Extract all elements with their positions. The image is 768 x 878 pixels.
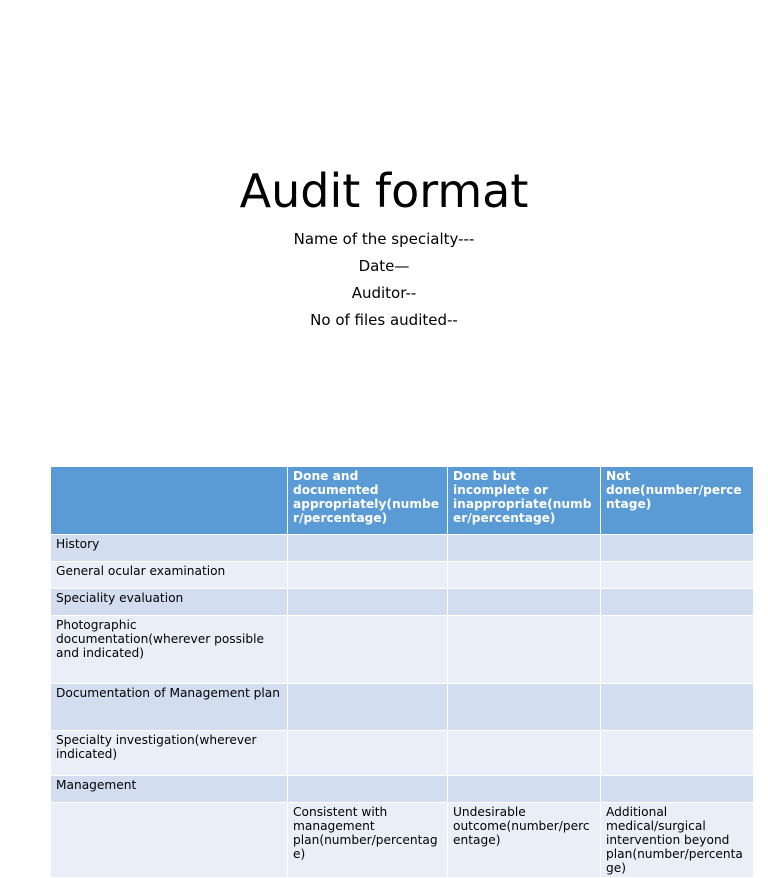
table-cell [288, 589, 448, 616]
table-cell: Additional medical/surgical intervention beyond plan(number/percentage) [601, 803, 754, 878]
table-cell [448, 776, 601, 803]
row-label: Specialty investigation(wherever indicated) [51, 731, 288, 776]
table-cell [288, 684, 448, 731]
table-cell [601, 562, 754, 589]
auditor-line: Auditor-- [351, 284, 417, 302]
files-audited-line: No of files audited-- [310, 311, 458, 329]
table-header-cell: Not done(number/percentage) [601, 467, 754, 535]
row-label: History [51, 535, 288, 562]
audit-table [50, 466, 754, 878]
table-row [51, 535, 754, 562]
table-cell: Undesirable outcome(number/percentage) [448, 803, 601, 878]
specialty-line: Name of the specialty--- [293, 230, 475, 248]
table-cell [601, 589, 754, 616]
table-row [51, 616, 754, 684]
table-row [51, 562, 754, 589]
table-header-cell [51, 467, 288, 535]
table-row [51, 776, 754, 803]
table-cell [601, 684, 754, 731]
page-title: Audit format [239, 164, 529, 218]
table-cell [288, 776, 448, 803]
row-label: Documentation of Management plan [51, 684, 288, 731]
table-cell [601, 616, 754, 684]
date-line: Date— [358, 257, 410, 275]
row-label: Speciality evaluation [51, 589, 288, 616]
table-cell [288, 562, 448, 589]
table-cell [601, 731, 754, 776]
subtitle-block [0, 228, 768, 336]
table-header-cell: Done and documented appropriately(number/percentage) [288, 467, 448, 535]
table-cell [448, 731, 601, 776]
table-row [51, 803, 754, 878]
table-cell [288, 731, 448, 776]
row-label: Management [51, 776, 288, 803]
table-row [51, 684, 754, 731]
table-cell [448, 684, 601, 731]
table-cell [601, 776, 754, 803]
table-header-cell: Done but incomplete or inappropriate(number/percentage) [448, 467, 601, 535]
table-cell [448, 589, 601, 616]
table-cell [448, 562, 601, 589]
table-row [51, 731, 754, 776]
table-cell [288, 535, 448, 562]
table-cell [448, 616, 601, 684]
table-header-row [51, 467, 754, 535]
table-cell: Consistent with management plan(number/percentage) [288, 803, 448, 878]
row-label [51, 803, 288, 878]
row-label: Photographic documentation(wherever possible and indicated) [51, 616, 288, 684]
row-label: General ocular examination [51, 562, 288, 589]
table-cell [601, 535, 754, 562]
table-cell [288, 616, 448, 684]
table-cell [448, 535, 601, 562]
table-row [51, 589, 754, 616]
